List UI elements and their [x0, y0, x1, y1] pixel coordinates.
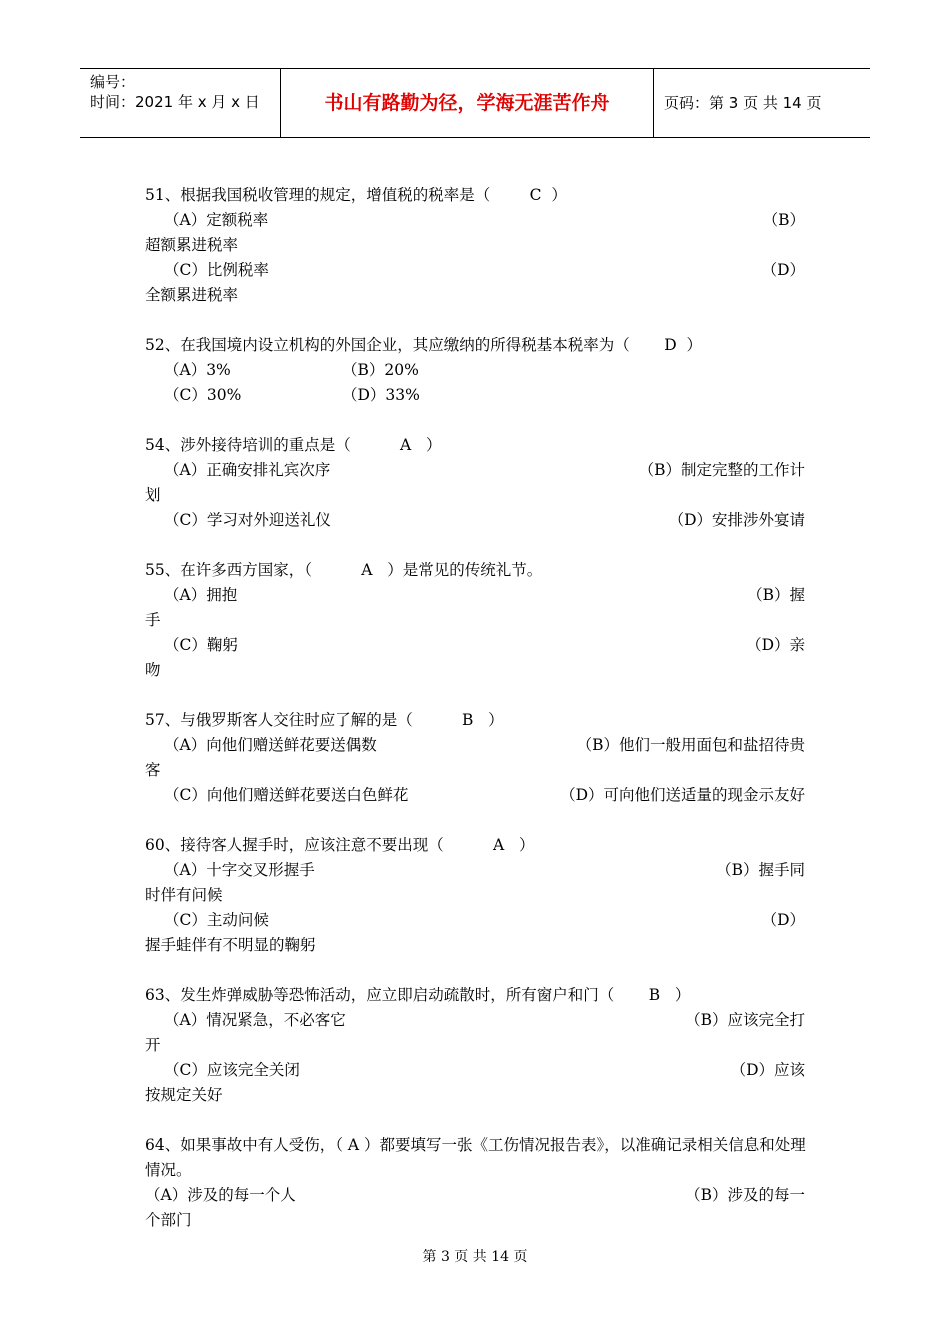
option-text — [805, 758, 807, 783]
page-footer: 第 3 页 共 14 页 — [422, 1249, 528, 1265]
option-row — [145, 658, 807, 683]
question-block — [145, 433, 807, 533]
option-row — [145, 908, 807, 933]
option-text: （B）握手同 — [716, 861, 805, 879]
question-block — [145, 1133, 807, 1233]
question-stem: 55、在许多西方国家，（ A ）是常见的传统礼节。 — [145, 561, 543, 579]
option-text: 超额累进税率 — [145, 236, 239, 254]
question-block — [145, 333, 807, 408]
option-text: 开 — [145, 1036, 161, 1054]
option-text: （B）他们一般用面包和盐招待贵 — [576, 736, 805, 754]
option-text: （D）33% — [342, 386, 420, 404]
option-row — [145, 1058, 807, 1083]
option-row — [145, 883, 807, 908]
option-text: （D）安排涉外宴请 — [668, 511, 805, 529]
option-text — [805, 483, 807, 508]
option-row — [145, 383, 807, 408]
option-text: （B） — [762, 211, 805, 229]
question-stem: 54、涉外接待培训的重点是（ A ） — [145, 436, 442, 454]
option-row — [145, 1033, 807, 1058]
option-text: （C）应该完全关闭 — [164, 1061, 300, 1079]
option-text: （A）涉及的每一个人 — [145, 1186, 296, 1204]
option-text: （D） — [761, 261, 805, 279]
option-row — [145, 258, 807, 283]
option-text: 个部门 — [145, 1211, 192, 1229]
question-block — [145, 708, 807, 808]
option-text: （D） — [761, 911, 805, 929]
option-text — [805, 1083, 807, 1108]
option-text: （A）3% — [164, 361, 231, 379]
option-text: （B）握 — [747, 586, 805, 604]
option-row — [145, 858, 807, 883]
number-label: 编号： — [90, 73, 136, 91]
header-page-info: 页码：第 3 页 共 14 页 — [664, 94, 822, 112]
option-text: （A）十字交叉形握手 — [164, 861, 315, 879]
option-text: 吻 — [145, 661, 161, 679]
option-row — [145, 283, 807, 308]
question-block — [145, 558, 807, 683]
question-block — [145, 183, 807, 308]
option-row — [145, 583, 807, 608]
option-text: （A）定额税率 — [164, 211, 269, 229]
question-stem: 51、根据我国税收管理的规定，增值税的税率是（ C ） — [145, 186, 567, 204]
option-row — [145, 1083, 807, 1108]
question-stem: 57、与俄罗斯客人交往时应了解的是（ B ） — [145, 711, 504, 729]
option-text: （D）应该 — [730, 1061, 805, 1079]
option-row — [145, 233, 807, 258]
option-text: 客 — [145, 761, 161, 779]
option-text: （D）可向他们送适量的现金示友好 — [560, 786, 805, 804]
question-block — [145, 983, 807, 1108]
option-row — [145, 933, 807, 958]
question-list — [145, 183, 807, 1258]
header-motto: 书山有路勤为径，学海无涯苦作舟 — [281, 69, 654, 137]
question-stem: 52、在我国境内设立机构的外国企业，其应缴纳的所得税基本税率为（ D ） — [145, 336, 702, 354]
option-text: 时伴有问候 — [145, 886, 223, 904]
option-text: （A）情况紧急，不必客它 — [164, 1011, 346, 1029]
option-row — [145, 633, 807, 658]
option-text: （D）亲 — [746, 636, 805, 654]
option-text: （C）比例税率 — [164, 261, 269, 279]
option-text: （C）向他们赠送鲜花要送白色鲜花 — [164, 786, 409, 804]
option-row — [145, 608, 807, 633]
page-header — [80, 68, 870, 138]
option-row — [145, 783, 807, 808]
option-text: （A）拥抱 — [164, 586, 238, 604]
option-text: （C）学习对外迎送礼仪 — [164, 511, 331, 529]
question-stem: 60、接待客人握手时，应该注意不要出现（ A ） — [145, 836, 535, 854]
time-label: 时间：2021 年 x 月 x 日 — [90, 93, 260, 111]
option-text — [805, 1033, 807, 1058]
option-text: （B）涉及的每一 — [685, 1186, 805, 1204]
header-meta — [80, 69, 281, 137]
option-text: 全额累进税率 — [145, 286, 239, 304]
option-text: 手 — [145, 611, 161, 629]
option-text: （B）制定完整的工作计 — [638, 461, 805, 479]
option-text — [805, 283, 807, 308]
option-row — [145, 1008, 807, 1033]
option-row — [145, 358, 807, 383]
option-text — [805, 233, 807, 258]
option-text: 划 — [145, 486, 161, 504]
option-text: （B）应该完全打 — [685, 1011, 805, 1029]
option-text — [805, 1208, 807, 1233]
option-text — [805, 658, 807, 683]
option-row — [145, 458, 807, 483]
option-row — [145, 208, 807, 233]
option-row — [145, 758, 807, 783]
option-text — [805, 608, 807, 633]
question-stem: 63、发生炸弹威胁等恐怖活动，应立即启动疏散时，所有窗户和门（ B ） — [145, 986, 691, 1004]
option-text: （C）30% — [164, 386, 242, 404]
option-row — [145, 508, 807, 533]
option-row — [145, 1183, 807, 1208]
option-text: （A）正确安排礼宾次序 — [164, 461, 331, 479]
option-text: （A）向他们赠送鲜花要送偶数 — [164, 736, 377, 754]
question-stem: 64、如果事故中有人受伤，（ A ）都要填写一张《工伤情况报告表》，以准确记录相关信息和处理情况。 — [145, 1136, 806, 1179]
option-text — [805, 883, 807, 908]
option-row — [145, 733, 807, 758]
option-text: （C）鞠躬 — [164, 636, 238, 654]
option-text — [805, 933, 807, 958]
option-row — [145, 483, 807, 508]
option-row — [145, 1208, 807, 1233]
option-text: 按规定关好 — [145, 1086, 223, 1104]
option-text: （C）主动问候 — [164, 911, 269, 929]
option-text: （B）20% — [342, 361, 419, 379]
question-block — [145, 833, 807, 958]
option-text: 握手蛙伴有不明显的鞠躬 — [145, 936, 316, 954]
